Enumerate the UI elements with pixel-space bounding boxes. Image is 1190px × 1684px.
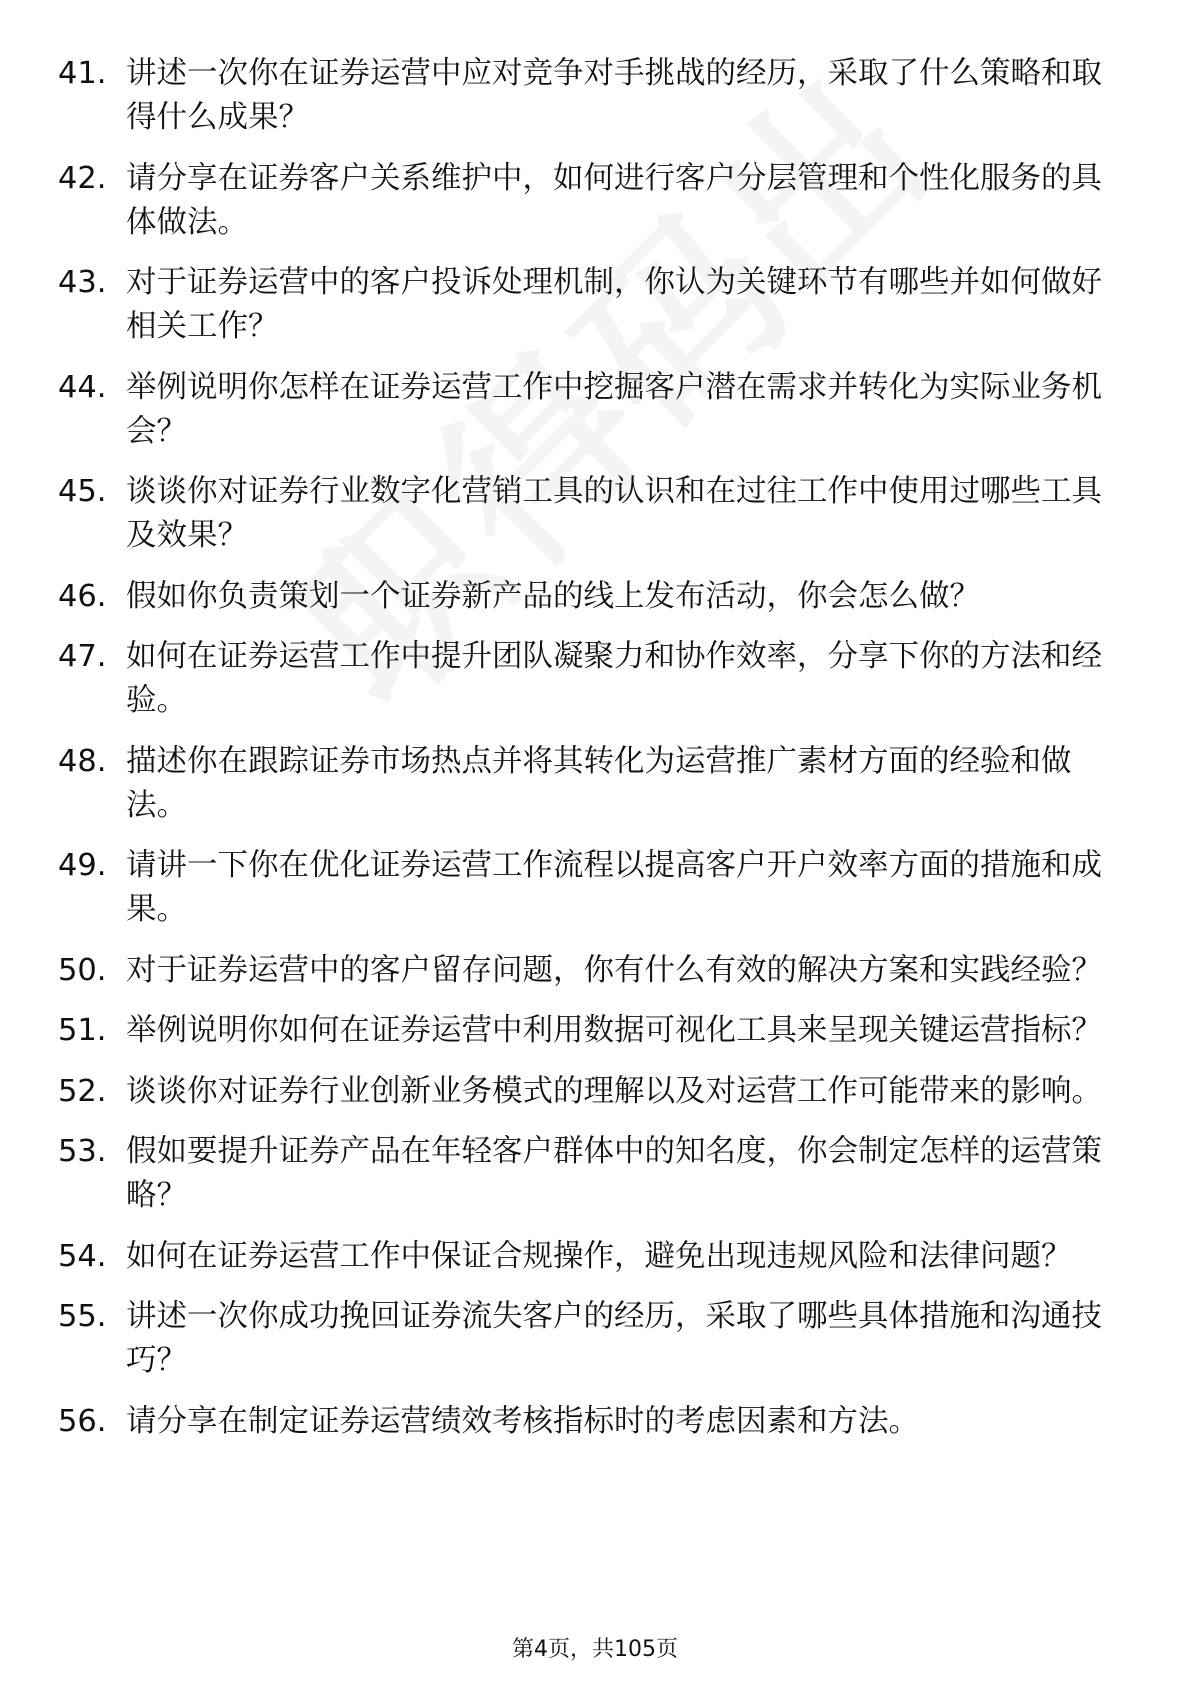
question-number: 43. (58, 265, 107, 300)
question-item (58, 1070, 1118, 1114)
question-item (58, 1400, 1118, 1444)
question-text: 如何在证券运营工作中提升团队凝聚力和协作效率，分享下你的方法和经验。 (126, 639, 1102, 718)
question-item (58, 157, 1118, 245)
question-item (58, 261, 1118, 349)
question-text: 描述你在跟踪证券市场热点并将其转化为运营推广素材方面的经验和做法。 (126, 743, 1072, 823)
question-text: 讲述一次你在证券运营中应对竞争对手挑战的经历，采取了什么策略和取得什么成果？ (126, 56, 1102, 135)
question-item (58, 366, 1118, 454)
question-number: 53. (58, 1134, 107, 1169)
question-number: 50. (58, 952, 107, 988)
page-number-label: 第4页，共105页 (512, 1637, 678, 1662)
question-number: 55. (58, 1299, 107, 1334)
question-number: 49. (58, 848, 107, 883)
question-text: 请分享在证券客户关系维护中，如何进行客户分层管理和个性化服务的具体做法。 (126, 160, 1102, 240)
question-number: 51. (58, 1013, 107, 1048)
question-number: 52. (58, 1073, 107, 1109)
question-text: 假如要提升证券产品在年轻客户群体中的知名度，你会制定怎样的运营策略？ (126, 1134, 1102, 1213)
question-text: 谈谈你对证券行业创新业务模式的理解以及对运营工作可能带来的影响。 (126, 1073, 1102, 1109)
question-item (58, 1235, 1118, 1279)
question-text: 请分享在制定证券运营绩效考核指标时的考虑因素和方法。 (126, 1403, 919, 1439)
question-text: 举例说明你如何在证券运营中利用数据可视化工具来呈现关键运营指标？ (126, 1013, 1102, 1048)
question-list (58, 52, 1118, 1460)
question-item (58, 575, 1118, 619)
page-footer (0, 1636, 1190, 1664)
question-number: 48. (58, 743, 107, 779)
question-item (58, 635, 1118, 723)
question-text: 举例说明你怎样在证券运营工作中挖掘客户潜在需求并转化为实际业务机会？ (126, 369, 1102, 449)
question-item (58, 52, 1118, 140)
question-text: 讲述一次你成功挽回证券流失客户的经历，采取了哪些具体措施和沟通技巧？ (126, 1299, 1102, 1378)
question-item (58, 470, 1118, 558)
question-item (58, 1009, 1118, 1053)
question-text: 请讲一下你在优化证券运营工作流程以提高客户开户效率方面的措施和成果。 (126, 848, 1102, 927)
question-item (58, 844, 1118, 932)
question-number: 45. (58, 474, 107, 509)
question-text: 假如你负责策划一个证券新产品的线上发布活动，你会怎么做？ (126, 578, 980, 614)
question-text: 对于证券运营中的客户投诉处理机制，你认为关键环节有哪些并如何做好相关工作？ (126, 265, 1102, 344)
question-number: 56. (58, 1403, 107, 1439)
question-number: 46. (58, 578, 107, 614)
question-item (58, 949, 1118, 993)
question-text: 谈谈你对证券行业数字化营销工具的认识和在过往工作中使用过哪些工具及效果？ (126, 474, 1102, 553)
question-item (58, 740, 1118, 828)
question-item (58, 1130, 1118, 1218)
question-text: 对于证券运营中的客户留存问题，你有什么有效的解决方案和实践经验？ (126, 952, 1102, 988)
question-number: 47. (58, 639, 107, 674)
question-number: 42. (58, 160, 107, 196)
question-text: 如何在证券运营工作中保证合规操作，避免出现违规风险和法律问题？ (126, 1238, 1072, 1274)
question-number: 54. (58, 1238, 107, 1274)
question-number: 41. (58, 56, 107, 91)
question-item (58, 1295, 1118, 1383)
question-number: 44. (58, 369, 107, 405)
